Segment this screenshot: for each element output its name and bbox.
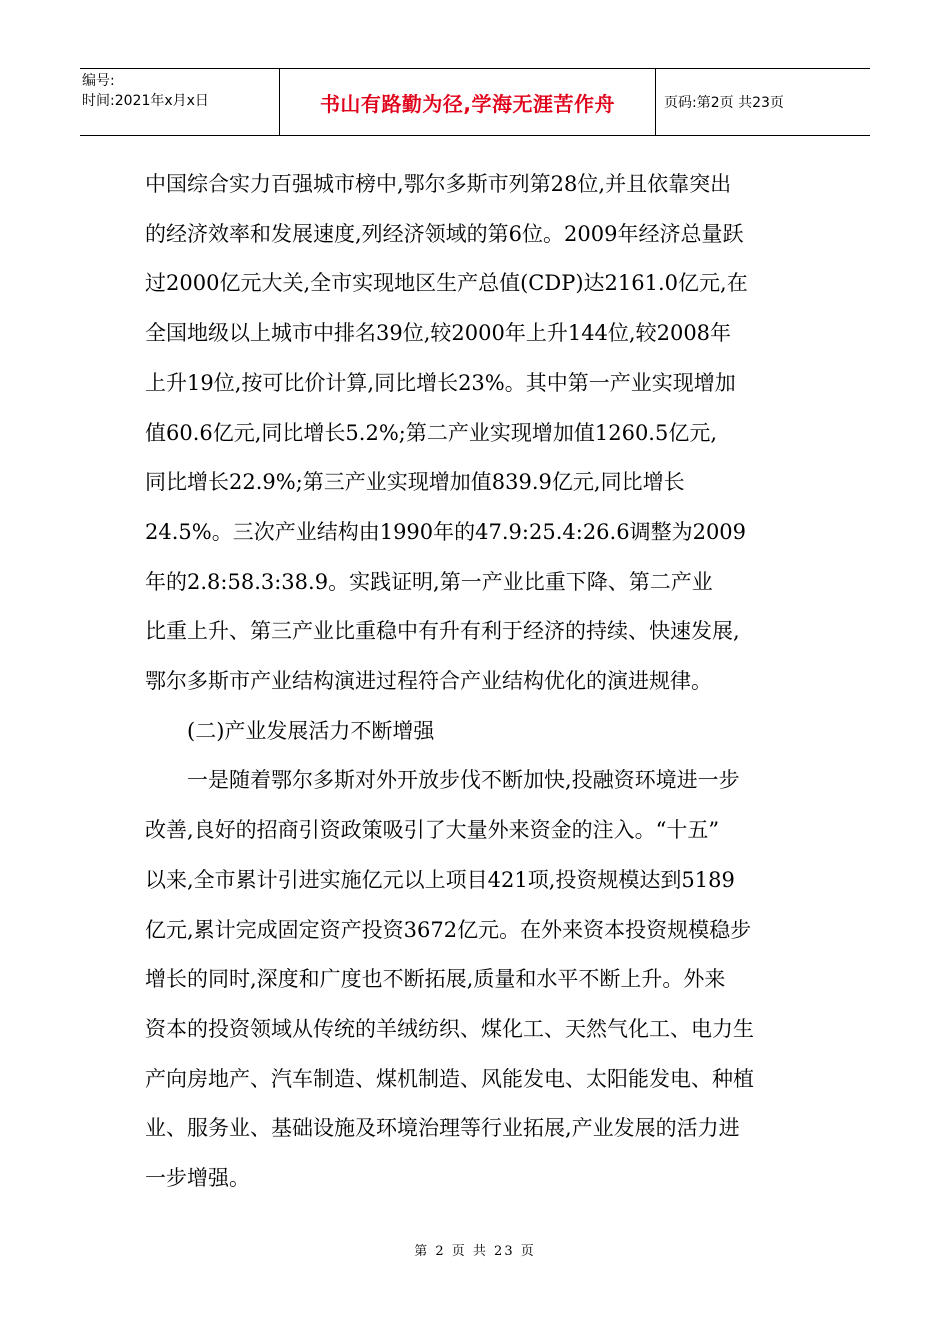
text-line: 同比增长22.9%;第三产业实现增加值839.9亿元,同比增长 (145, 470, 685, 495)
text-line: 亿元,累计完成固定资产投资3672亿元。在外来资本投资规模稳步 (145, 917, 752, 942)
text-line: 中国综合实力百强城市榜中,鄂尔多斯市列第28位,并且依靠突出 (145, 172, 732, 196)
text-line: 增长的同时,深度和广度也不断拓展,质量和水平不断上升。外来 (145, 967, 726, 992)
text-line: 上升19位,按可比价计算,同比增长23%。其中第一产业实现增加 (145, 370, 736, 395)
text-line: 全国地级以上城市中排名39位,较2000年上升144位,较2008年 (145, 321, 732, 346)
document-body (145, 160, 805, 1204)
header-meta (80, 69, 280, 135)
text-line: 资本的投资领域从传统的羊绒纺织、煤化工、天然气化工、电力生 (145, 1016, 754, 1041)
paragraph-investment (145, 756, 805, 1203)
text-line: 的经济效率和发展速度,列经济领域的第6位。2009年经济总量跃 (145, 221, 744, 246)
header-page-info: 页码:第2页 共23页 (664, 95, 784, 111)
text-line: 值60.6亿元,同比增长5.2%;第二产业实现增加值1260.5亿元, (145, 420, 718, 445)
paragraph-economy (145, 160, 805, 707)
text-line: 24.5%。三次产业结构由1990年的47.9:25.4:26.6调整为2009 (145, 519, 747, 544)
section-heading: (二)产业发展活力不断增强 (187, 718, 435, 743)
text-line: 一是随着鄂尔多斯对外开放步伐不断加快,投融资环境进一步 (187, 768, 740, 793)
text-line: 以来,全市累计引进实施亿元以上项目421项,投资规模达到5189 (145, 867, 735, 892)
time-label: 时间:2021年x月x日 (82, 93, 209, 109)
header-motto: 书山有路勤为径,学海无涯苦作舟 (280, 69, 656, 135)
text-line: 改善,良好的招商引资政策吸引了大量外来资金的注入。“十五” (145, 818, 720, 843)
text-line: 过2000亿元大关,全市实现地区生产总值(CDP)达2161.0亿元,在 (145, 271, 748, 296)
page-footer: 第 2 页 共 23 页 (414, 1244, 536, 1259)
text-line: 鄂尔多斯市产业结构演进过程符合产业结构优化的演进规律。 (145, 669, 712, 694)
text-line: 一步增强。 (145, 1166, 250, 1191)
number-label: 编号: (82, 73, 115, 89)
text-line: 年的2.8:58.3:38.9。实践证明,第一产业比重下降、第二产业 (145, 569, 713, 594)
text-line: 产向房地产、汽车制造、煤机制造、风能发电、太阳能发电、种植 (145, 1066, 754, 1091)
text-line: 比重上升、第三产业比重稳中有升有利于经济的持续、快速发展, (145, 619, 740, 644)
document-header (80, 68, 870, 136)
text-line: 业、服务业、基础设施及环境治理等行业拓展,产业发展的活力进 (145, 1116, 740, 1141)
